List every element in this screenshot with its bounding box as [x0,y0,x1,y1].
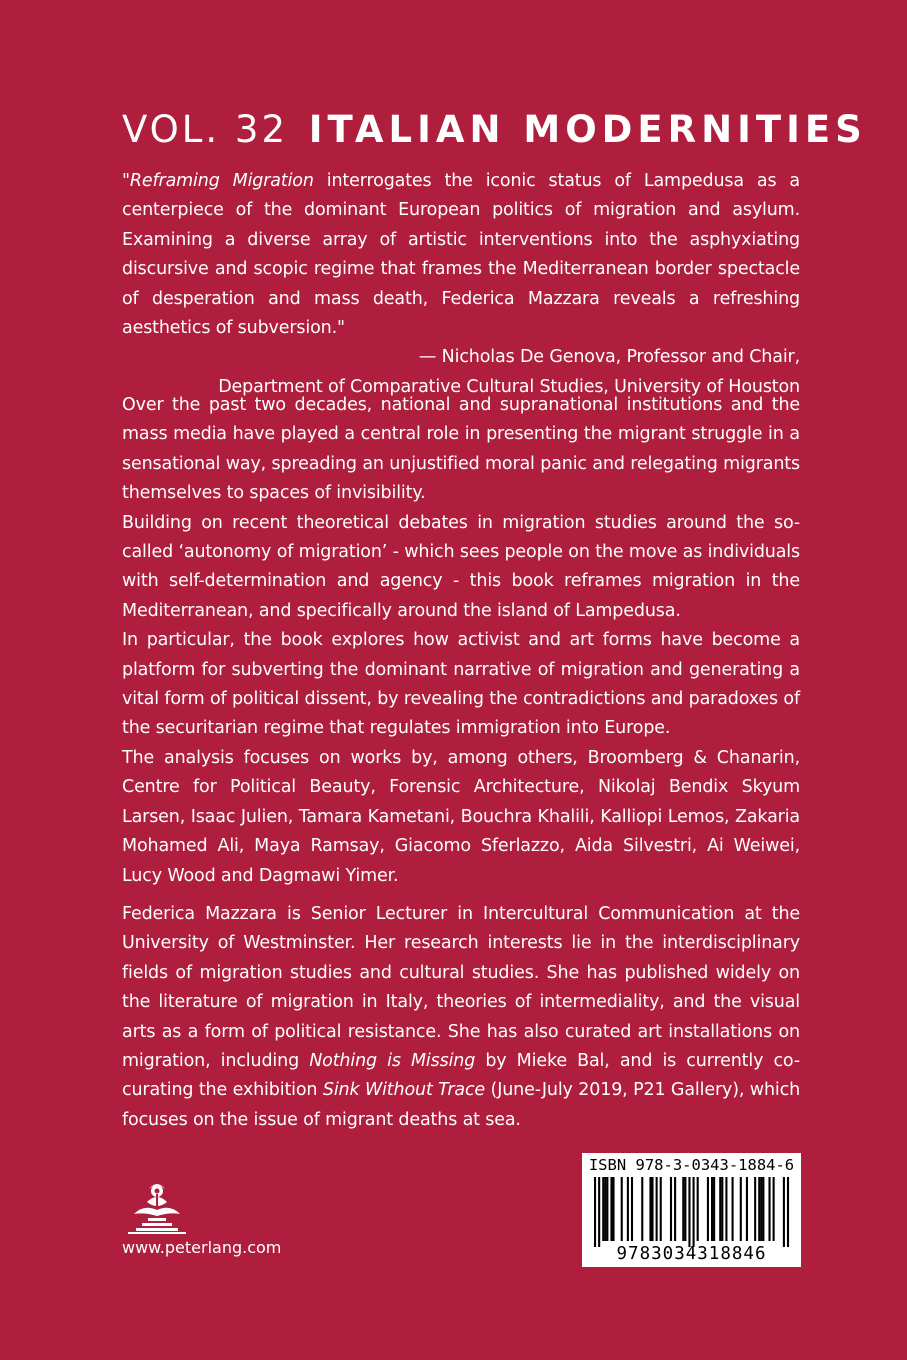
barcode-bar [651,1177,653,1241]
book-description [122,391,800,891]
bio-text-1: Federica Mazzara is Senior Lecturer in Intercultural Communication at the University of Westminster. Her research interests lie in the interdisciplinary fields of migration studies and cultural studies. She has published widely on the literature of migration in Italy, theories of intermediality, and the visual arts as a form of political resistance. She has also curated art installations on migration, including [122,904,800,1072]
barcode-bar [693,1177,695,1247]
barcode-bar [610,1177,612,1241]
quote-text: interrogates the iconic status of Lampedusa as a centerpiece of the dominant European politics of migration and asylum. Examining a diverse array of artistic interventions into the asphyxiating discursive and scopic regime that frames the Mediterranean border spectacle of desperation and mass death, Federica Mazzara reveals a refreshing aesthetics of subversion." [122,171,801,339]
bio-work-1: Nothing is Missing [309,1051,476,1072]
barcode-bar [719,1177,721,1241]
bio-text-2: by Mieke Bal, and is currently co-curating the exhibition [122,1051,800,1101]
barcode-bar [649,1177,651,1241]
isbn-label: ISBN 978-3-0343-1884-6 [588,1156,795,1174]
quote-attribution-1: — Nicholas De Genova, Professor and Chair, [418,347,800,368]
barcode-bar [758,1177,760,1241]
barcode-bar [697,1177,699,1241]
description-paragraph: Building on recent theoretical debates in migration studies around the so-called ‘autonomy of migration’ - which sees people on the move as individuals with self-determination and agency - this book reframes migration in the Mediterranean, and specifically around the island of Lampedusa. [122,512,800,621]
barcode-bar [721,1177,723,1241]
barcode-bar [787,1177,789,1247]
quote-attribution-2: Department of Comparative Cultural Studies, University of Houston [218,376,800,397]
open-quote: " [122,171,130,191]
barcode-bar [598,1177,600,1247]
barcode-bar [711,1177,713,1241]
barcode-bar [713,1177,715,1241]
quote-paragraph [122,167,800,343]
author-bio [122,900,800,1135]
bio-paragraph [122,900,800,1135]
series-volume: VOL. 32 [122,108,289,151]
barcode-bar [783,1177,785,1247]
barcode-bar [660,1177,662,1241]
barcode-bar [682,1177,684,1241]
description-paragraph: Over the past two decades, national and supranational institutions and the mass media have played a central role in presenting the migrant struggle in a sensational way, spreading an unjustified moral panic and relegating migrants themselves to spaces of invisibility. [122,395,800,504]
barcode-bar [606,1177,608,1241]
barcode-bar [602,1177,604,1241]
barcode-bar [762,1177,764,1241]
barcode-bar [754,1177,756,1241]
barcode-bar [641,1177,643,1241]
blurb-quote [122,167,800,402]
barcode-bar [656,1177,658,1241]
barcode-bar [604,1177,606,1241]
series-heading [122,108,867,152]
publisher-website[interactable]: www.peterlang.com [122,1238,282,1257]
barcode-bar [627,1177,629,1241]
bio-work-2: Sink Without Trace [322,1080,486,1101]
description-paragraph: In particular, the book explores how activist and art forms have become a platform for subverting the dominant narrative of migration and generating a vital form of political dissent, by revealing the contradictions and paradoxes of the securitarian regime that regulates immigration into Europe. [122,630,800,739]
barcode-bar [688,1177,690,1247]
barcode-bar [732,1177,734,1241]
barcode-bar [631,1177,633,1241]
description-paragraph: The analysis focuses on works by, among others, Broomberg & Chanarin, Centre for Political Beauty, Forensic Architecture, Nikolaj Bendix Skyum Larsen, Isaac Julien, Tamara Kametani, Bouchra Khalili, Kalliopi Lemos, Zakaria Mohamed Ali, Maya Ramsay, Giacomo Sferlazzo, Aida Silvestri, Ai Weiwei, Lucy Wood and Dagmawi Yimer. [122,747,800,886]
barcode-bar [684,1177,686,1241]
barcode-bar [674,1177,676,1241]
peter-lang-logo-icon [122,1182,192,1234]
barcode-bar [768,1177,770,1241]
barcode-bar [707,1177,709,1241]
barcode-bar [621,1177,623,1241]
barcode-bar [670,1177,672,1241]
barcode-bar [740,1177,742,1241]
barcode-bar [612,1177,614,1241]
barcode-bar [746,1177,748,1241]
barcode-bar [760,1177,762,1241]
bio-text-3: (June-July 2019, P21 Gallery), which focuses on the issue of migrant deaths at sea. [122,1080,801,1130]
barcode-bar [725,1177,727,1241]
quote-book-title: Reframing Migration [129,171,314,191]
isbn-digits: 9783034318846 [616,1244,767,1264]
isbn-barcode [582,1153,801,1267]
series-title: ITALIAN MODERNITIES [308,108,867,151]
barcode-bar [594,1177,596,1247]
barcode-bar [773,1177,775,1241]
barcode-bars [588,1177,795,1247]
